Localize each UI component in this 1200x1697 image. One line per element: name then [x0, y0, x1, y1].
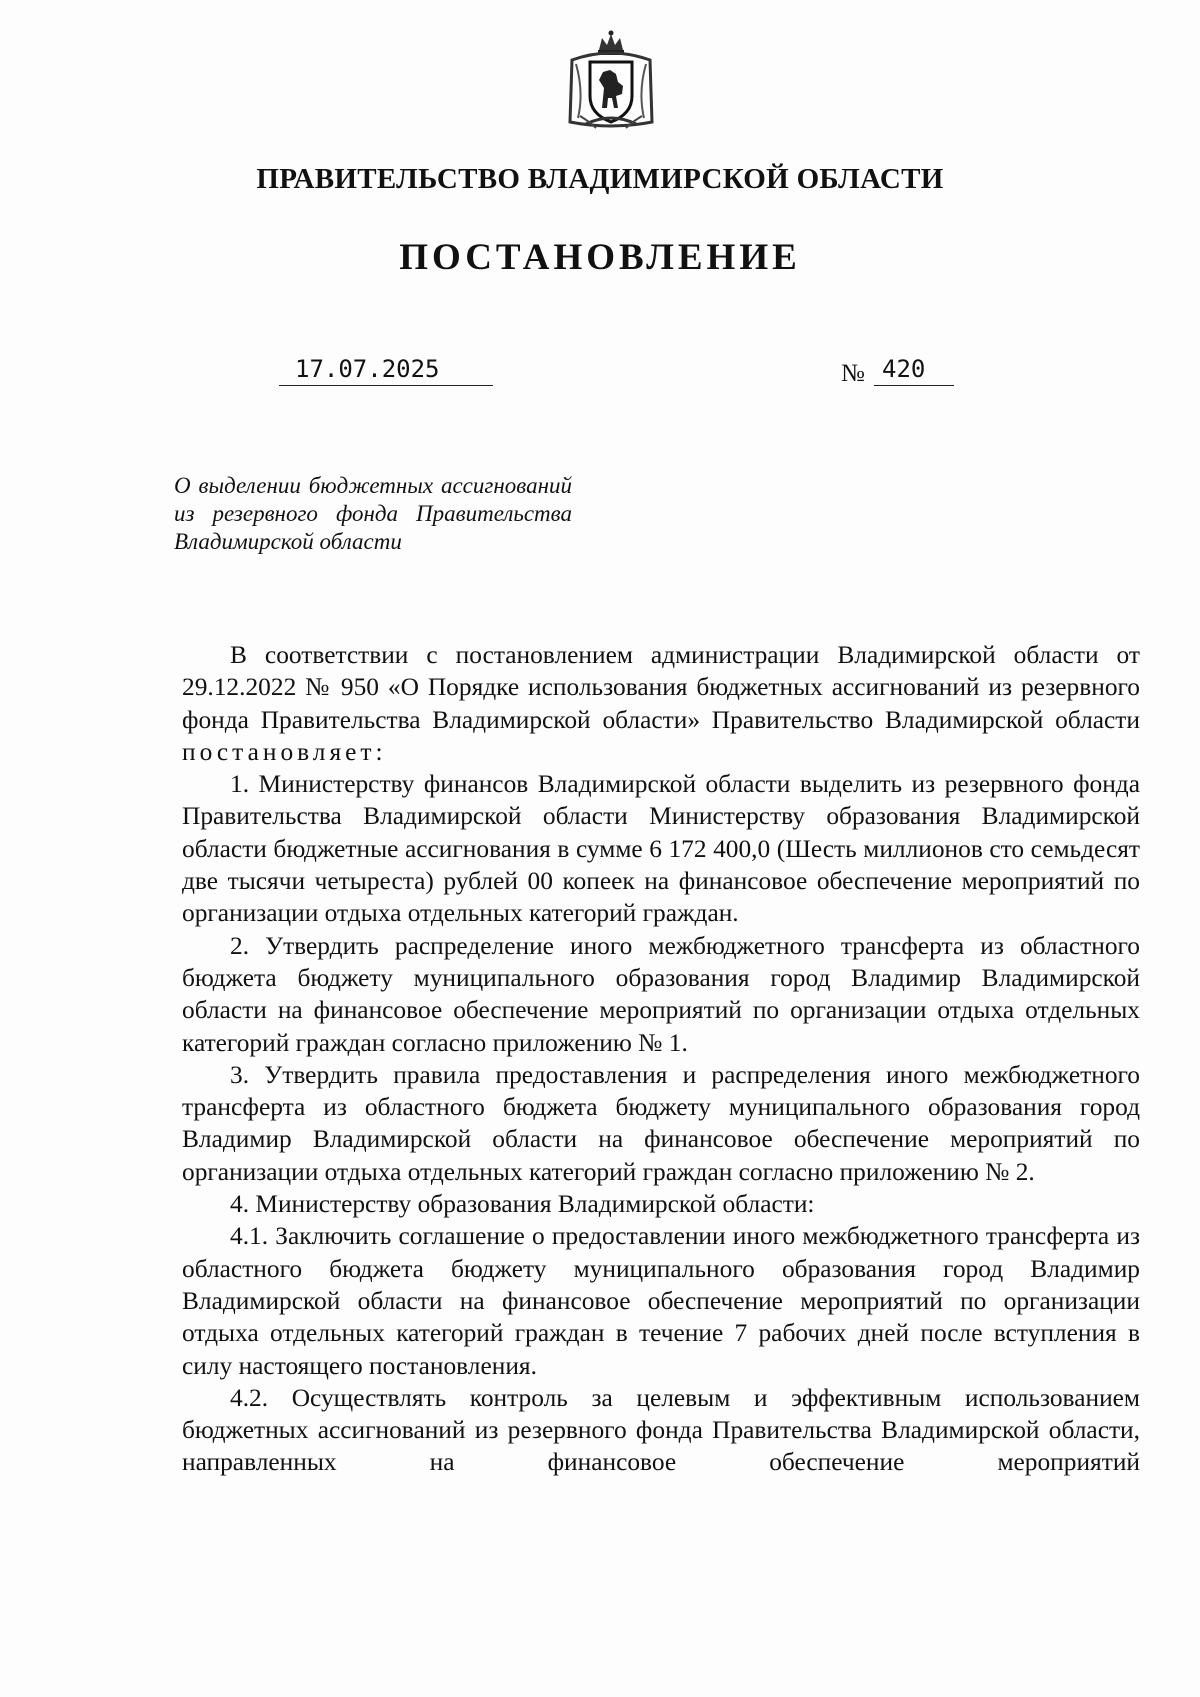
body-paragraph-1: 1. Министерству финансов Владимирской области выделить из резервного фонда Правительства Владимирской области Министерству образования Владимирской области бюджетные ассигнования в сумме 6 172 400,0 (Шесть миллионов сто семьдесят две тысячи четыреста) рублей 00 копеек на финансовое обеспечение мероприятий по организации отдыха отдельных категорий граждан.	[182, 770, 1140, 928]
body-paragraph-3: 3. Утвердить правила предоставления и распределения иного межбюджетного трансферта из областного бюджета бюджету муниципального образования город Владимир Владимирской области на финансовое обеспечение мероприятий по организации отдыха отдельных категорий граждан согласно приложению № 2.	[182, 1060, 1140, 1186]
document-number: 420	[874, 355, 954, 386]
body-paragraph-4-1: 4.1. Заключить соглашение о предоставлении иного межбюджетного трансферта из областного бюджета бюджету муниципального образования город Владимир Владимирской области на финансовое обеспечение мероприятий по организации отдыха отдельных категорий граждан в течение 7 рабочих дней после вступления в силу настоящего постановления.	[182, 1222, 1140, 1380]
number-label: №	[841, 360, 865, 387]
organization-title: ПРАВИТЕЛЬСТВО ВЛАДИМИРСКОЙ ОБЛАСТИ	[256, 163, 944, 195]
document-body	[182, 639, 1140, 1479]
preamble-resolution-word: постановляет:	[182, 737, 387, 766]
preamble-text: В соответствии с постановлением администрации Владимирской области от 29.12.2022 № 950 «О Порядке использования бюджетных ассигнований из резервного фонда Правительства Владимирской области» Правительство Владимирской области	[182, 641, 1140, 734]
body-paragraph-2: 2. Утвердить распределение иного межбюджетного трансферта из областного бюджета бюджету муниципального образования город Владимир Владимирской области на финансовое обеспечение мероприятий по организации отдыха отдельных категорий граждан согласно приложению № 1.	[182, 931, 1140, 1057]
document-date: 17.07.2025	[279, 355, 493, 386]
document-type-title: ПОСТАНОВЛЕНИЕ	[399, 237, 801, 278]
preamble-paragraph	[182, 639, 1140, 768]
body-paragraph-4: 4. Министерству образования Владимирской области:	[230, 1190, 815, 1219]
body-paragraph-4-2: 4.2. Осуществлять контроль за целевым и эффективным использованием бюджетных ассигнований из резервного фонда Правительства Владимирской области, направленных на финансовое обеспечение мероприятий	[182, 1383, 1140, 1477]
coat-of-arms-icon	[566, 30, 656, 132]
document-subject: О выделении бюджетных ассигнований из резервного фонда Правительства Владимирской области	[174, 473, 572, 554]
